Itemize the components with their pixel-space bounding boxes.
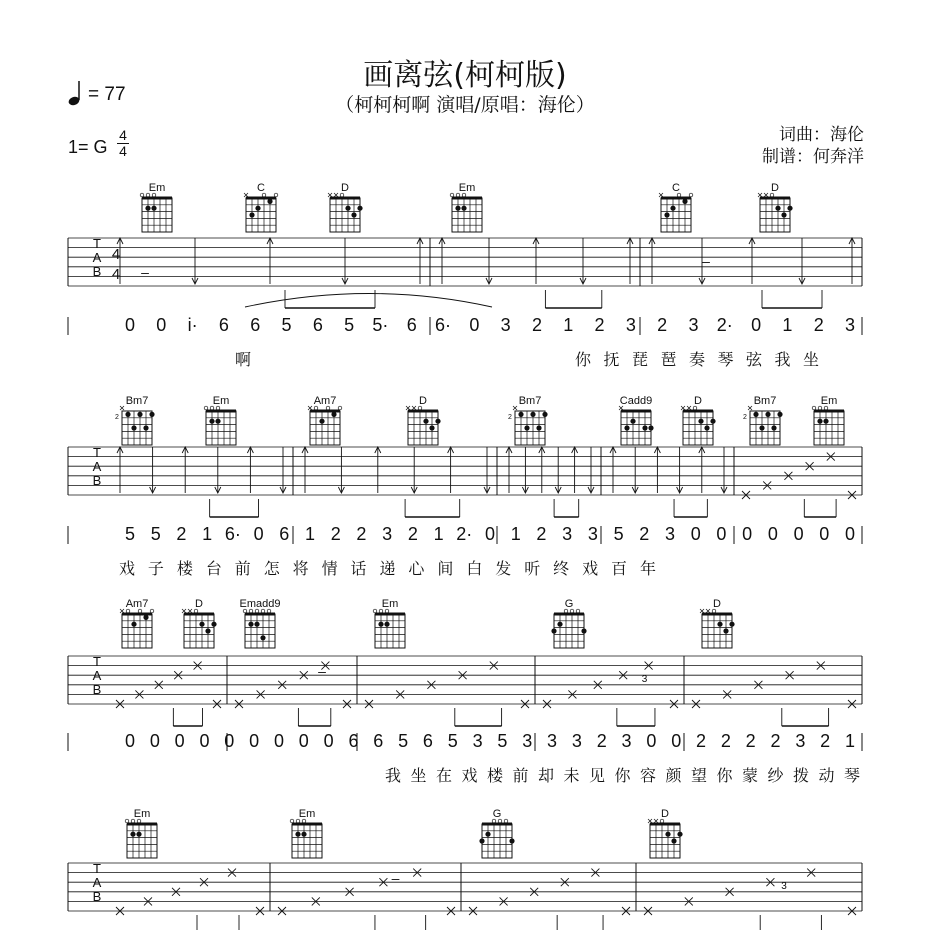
rest-symbol: – (318, 663, 326, 679)
jianpu-note: 0 (819, 524, 830, 544)
chord-name: G (564, 598, 574, 610)
lyric-char: 将 (292, 561, 309, 578)
chord-name: Cadd9 (619, 395, 653, 407)
jianpu-note: 6 (406, 315, 417, 335)
jianpu-note: 3 (562, 524, 573, 544)
jianpu-note: 5 (150, 524, 161, 544)
tab-clef-letter: B (92, 473, 102, 488)
chord-name: Em (212, 395, 230, 407)
jianpu-note: 6 (312, 315, 323, 335)
chord-diagram (244, 182, 278, 232)
jianpu-note: 0 (174, 731, 185, 751)
lyric-char: 楼 (176, 561, 193, 578)
jianpu-note: 5· (372, 315, 389, 335)
jianpu-note: 0 (149, 731, 160, 751)
chord-name: Em (381, 598, 399, 610)
lyric-char: 你 (716, 768, 733, 785)
jianpu-note: 3 (621, 731, 632, 751)
jianpu-note: i· (187, 315, 198, 335)
lyric-char: 子 (147, 561, 164, 578)
tab-time-top: 4 (111, 246, 121, 263)
rest-symbol: – (702, 253, 710, 269)
chord-diagram (140, 182, 172, 232)
lyric-char: 琴 (717, 352, 734, 369)
lyric-char: 终 (553, 561, 570, 578)
jianpu-note: 3 (688, 315, 699, 335)
jianpu-note: 2· (716, 315, 733, 335)
rest-symbol: – (141, 264, 149, 280)
jianpu-note: 1 (563, 315, 574, 335)
chord-name: G (492, 808, 502, 820)
lyric-char: 奏 (688, 352, 706, 369)
chord-diagram (758, 182, 793, 232)
lyric-char: 抚 (603, 352, 620, 369)
chord-name: C (672, 182, 680, 194)
lyric-char: 弦 (745, 352, 763, 369)
jianpu-note: 0 (742, 524, 753, 544)
lyric-char: 琴 (843, 768, 861, 785)
lyric-char: 我 (384, 768, 402, 785)
lyric-char: 楼 (486, 768, 504, 785)
tab-clef-letter: T (93, 861, 101, 876)
jianpu-note: 0 (469, 315, 480, 335)
jianpu-note: 2 (657, 315, 668, 335)
chord-diagram (290, 808, 322, 858)
jianpu-note: 0 (323, 731, 334, 751)
jianpu-note: 3 (795, 731, 806, 751)
jianpu-note: 5 (398, 731, 409, 751)
triplet-marker: 3 (781, 881, 787, 892)
jianpu-note: 0 (124, 315, 136, 335)
tab-clef-letter: A (92, 875, 102, 890)
jianpu-note: 2 (330, 524, 341, 544)
chord-diagram (308, 395, 342, 445)
jianpu-note: 3 (587, 524, 598, 544)
chord-name: Emadd9 (239, 598, 281, 610)
jianpu-note: 6 (218, 315, 229, 335)
jianpu-note: 0 (484, 524, 496, 544)
jianpu-note: 6 (348, 731, 359, 751)
chord-diagram (406, 395, 441, 445)
jianpu-note: 5 (281, 315, 292, 335)
lyric-char: 颜 (665, 768, 682, 785)
jianpu-note: 0 (751, 315, 762, 335)
chord-name: D (195, 598, 203, 610)
chord-diagram (648, 808, 683, 858)
jianpu-note: 3 (500, 315, 511, 335)
jianpu-note: 0 (716, 524, 727, 544)
chord-diagram (204, 395, 236, 445)
chord-name: D (341, 182, 349, 194)
tab-clef-letter: T (93, 445, 101, 460)
lyric-char: 却 (537, 768, 555, 785)
lyric-char: 年 (639, 561, 657, 578)
jianpu-note: 6· (224, 524, 241, 544)
jianpu-note: 1 (304, 524, 316, 544)
lyric-char: 坐 (802, 352, 820, 369)
jianpu-note: 2 (596, 731, 607, 751)
tab-clef-letter: A (92, 668, 102, 683)
lyric-char: 戏 (118, 561, 136, 578)
jianpu-note: 0 (124, 731, 136, 751)
tab-clef-letter: T (93, 654, 101, 669)
jianpu-note: 0 (646, 731, 657, 751)
lyric-char: 前 (512, 768, 529, 785)
phrase-slur (245, 294, 492, 308)
jianpu-note: 2· (456, 524, 473, 544)
jianpu-note: 6· (435, 315, 452, 335)
jianpu-note: 0 (298, 731, 309, 751)
lyric-char: 啊 (234, 352, 252, 369)
jianpu-note: 1 (782, 315, 793, 335)
chord-name: Em (148, 182, 166, 194)
lyric-char: 百 (611, 561, 628, 578)
lyric-char: 在 (435, 768, 453, 785)
jianpu-note: 1 (510, 524, 521, 544)
jianpu-note: 0 (249, 731, 260, 751)
triplet-marker: 3 (641, 674, 648, 685)
lyric-char: 我 (774, 352, 791, 369)
jianpu-note: 0 (671, 731, 682, 751)
lyric-char: 递 (379, 561, 396, 578)
jianpu-note: 5 (124, 524, 136, 544)
jianpu-note: 3 (547, 731, 558, 751)
chord-diagram (659, 182, 693, 232)
jianpu-note: 2 (745, 731, 756, 751)
lyric-char: 见 (588, 768, 606, 785)
chord-diagram (240, 598, 281, 648)
chord-name: Bm7 (753, 395, 777, 407)
lyric-char: 琶 (660, 352, 677, 369)
chord-name: Em (133, 808, 151, 820)
chord-diagram (182, 598, 217, 648)
arranger-credit: 制谱：何奔洋 (762, 147, 864, 167)
tempo-value: = 77 (88, 84, 126, 105)
tab-clef-letter: B (92, 264, 102, 279)
lyric-char: 容 (639, 768, 657, 785)
jianpu-note: 6 (279, 524, 290, 544)
jianpu-note: 5 (344, 315, 355, 335)
tab-clef-letter: B (92, 889, 102, 904)
lyric-char: 戏 (582, 561, 599, 578)
lyric-char: 拨 (792, 768, 810, 785)
jianpu-note: 3 (472, 731, 483, 751)
chord-name: D (771, 182, 779, 194)
chord-diagram (551, 598, 586, 648)
jianpu-note: 2 (536, 524, 547, 544)
jianpu-note: 1 (844, 731, 856, 751)
tab-clef-letter: A (92, 459, 102, 474)
chord-name: Bm7 (125, 395, 149, 407)
jianpu-note: 0 (767, 524, 778, 544)
chord-diagram (328, 182, 363, 232)
jianpu-note: 5 (447, 731, 458, 751)
song-title: 画离弦(柯柯版) (363, 58, 567, 93)
lyric-char: 间 (437, 561, 454, 578)
lyric-char: 发 (495, 561, 512, 578)
lyric-char: 动 (818, 768, 835, 785)
chord-name: Am7 (125, 598, 149, 610)
time-signature-top: 4 (119, 127, 127, 143)
jianpu-note: 5 (497, 731, 508, 751)
chord-diagram (743, 395, 783, 445)
lyric-char: 怎 (263, 561, 280, 578)
lyric-char: 情 (321, 561, 338, 578)
jianpu-note: 0 (224, 731, 235, 751)
chord-name: D (419, 395, 427, 407)
jianpu-note: 1 (433, 524, 444, 544)
jianpu-note: 2 (356, 524, 367, 544)
jianpu-note: 0 (844, 524, 856, 544)
lyric-char: 你 (574, 352, 592, 369)
jianpu-note: 6 (250, 315, 261, 335)
jianpu-note: 2 (531, 315, 542, 335)
jianpu-note: 3 (382, 524, 393, 544)
chord-name: Am7 (313, 395, 337, 407)
time-signature-bottom: 4 (119, 143, 127, 159)
lyric-char: 听 (524, 561, 541, 578)
tab-clef-letter: B (92, 682, 102, 697)
chord-diagram (508, 395, 548, 445)
rest-symbol: – (391, 870, 400, 886)
lyric-char: 坐 (410, 768, 427, 785)
chord-diagram (479, 808, 514, 858)
chord-diagram (373, 598, 405, 648)
chord-name: Em (820, 395, 838, 407)
chord-name: Bm7 (518, 395, 542, 407)
lyric-char: 纱 (767, 768, 784, 785)
lyric-char: 白 (466, 561, 483, 578)
chord-name: C (257, 182, 265, 194)
chord-name: Em (298, 808, 316, 820)
lyric-char: 蒙 (741, 768, 759, 785)
lyric-char: 台 (205, 561, 222, 578)
jianpu-note: 3 (571, 731, 582, 751)
svg-text:2: 2 (743, 414, 747, 421)
jianpu-note: 6 (373, 731, 384, 751)
svg-text:2: 2 (115, 414, 119, 421)
jianpu-note: 0 (273, 731, 284, 751)
chord-diagram (681, 395, 716, 445)
lyric-char: 前 (234, 561, 251, 578)
chord-diagram (812, 395, 844, 445)
jianpu-note: 6 (422, 731, 433, 751)
jianpu-note: 0 (156, 315, 167, 335)
jianpu-note: 2 (770, 731, 781, 751)
jianpu-note: 2 (176, 524, 187, 544)
jianpu-note: 0 (690, 524, 701, 544)
jianpu-note: 2 (594, 315, 605, 335)
lyric-char: 琵 (631, 352, 649, 369)
tab-time-bottom: 4 (111, 266, 121, 283)
chord-diagram (700, 598, 735, 648)
jianpu-note: 0 (253, 524, 264, 544)
jianpu-note: 0 (793, 524, 804, 544)
jianpu-note: 2 (720, 731, 731, 751)
chord-name: Em (458, 182, 476, 194)
jianpu-note: 3 (522, 731, 533, 751)
lyric-char: 望 (690, 768, 708, 785)
jianpu-note: 3 (844, 315, 856, 335)
song-subtitle: （柯柯柯啊 演唱/原唱：海伦） (335, 94, 595, 116)
chord-diagram (619, 395, 654, 445)
jianpu-note: 2 (813, 315, 824, 335)
jianpu-note: 3 (664, 524, 676, 544)
chord-name: D (694, 395, 702, 407)
jianpu-note: 1 (202, 524, 213, 544)
svg-text:2: 2 (508, 414, 512, 421)
chord-diagram (120, 598, 154, 648)
chord-diagram (125, 808, 157, 858)
jianpu-note: 5 (613, 524, 624, 544)
jianpu-note: 2 (820, 731, 831, 751)
jianpu-note: 2 (696, 731, 707, 751)
jianpu-note: 3 (625, 315, 636, 335)
lyric-char: 戏 (461, 768, 478, 785)
chord-name: D (661, 808, 669, 820)
key-signature: 1= G (68, 137, 108, 157)
jianpu-note: 2 (639, 524, 650, 544)
chord-name: D (713, 598, 721, 610)
lyric-char: 你 (614, 768, 631, 785)
lyricist-credit: 词曲：海伦 (779, 125, 864, 145)
jianpu-note: 0 (199, 731, 210, 751)
chord-diagram (115, 395, 155, 445)
tab-clef-letter: T (93, 236, 101, 251)
lyric-char: 心 (408, 561, 425, 578)
lyric-char: 话 (350, 561, 367, 578)
lyric-char: 未 (563, 768, 580, 785)
jianpu-note: 2 (407, 524, 418, 544)
tab-clef-letter: A (92, 250, 102, 265)
chord-diagram (450, 182, 482, 232)
